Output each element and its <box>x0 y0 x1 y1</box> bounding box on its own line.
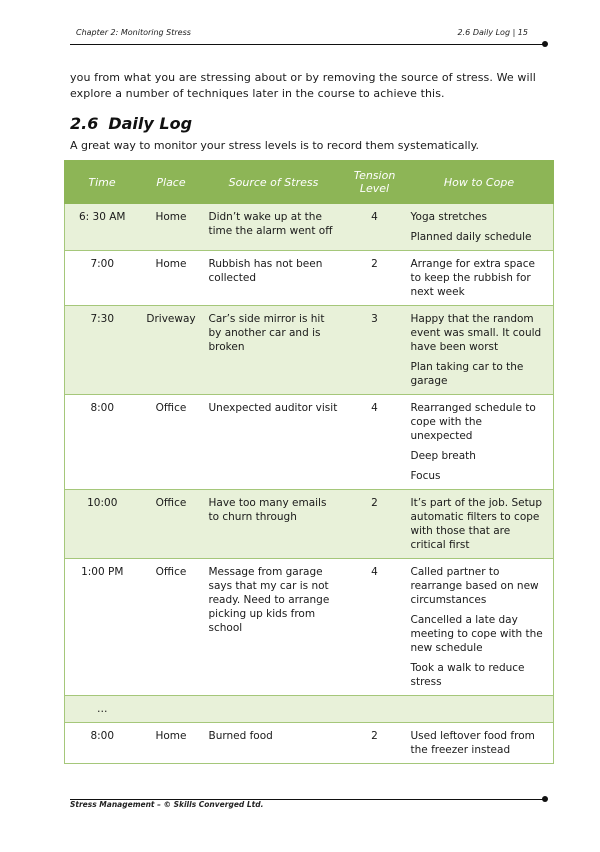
cell-place: Driveway <box>140 306 203 395</box>
cell-time: 6: 30 AM <box>65 204 140 251</box>
table-row <box>65 251 554 306</box>
header-time: Time <box>65 161 140 204</box>
cell-cope <box>405 204 554 251</box>
cell-source <box>203 696 345 723</box>
chapter-title: Chapter 2: Monitoring Stress <box>76 28 191 37</box>
cell-place: Home <box>140 204 203 251</box>
coping-note: Focus <box>410 470 441 482</box>
coping-note: Took a walk to reduce stress <box>410 662 525 688</box>
cell-cope <box>405 559 554 696</box>
cell-cope <box>405 251 554 306</box>
header-source: Source of Stress <box>203 161 345 204</box>
table-row <box>65 395 554 490</box>
table-row <box>65 559 554 696</box>
cell-tension: 2 <box>345 251 405 306</box>
section-page-number: 2.6 Daily Log | 15 <box>457 28 528 37</box>
coping-note: Happy that the random event was small. It could have been worst <box>410 313 542 353</box>
table-row <box>65 306 554 395</box>
table-header-row <box>65 161 554 204</box>
coping-note: Deep breath <box>410 450 476 462</box>
cell-cope <box>405 723 554 764</box>
header-cope: How to Cope <box>405 161 554 204</box>
coping-note: Used leftover food from the freezer instead <box>410 730 535 756</box>
cell-source: Car’s side mirror is hit by another car and is broken <box>203 306 345 395</box>
cell-tension: 4 <box>345 395 405 490</box>
cell-tension <box>345 696 405 723</box>
cell-place: Home <box>140 251 203 306</box>
table-row <box>65 723 554 764</box>
coping-note: Arrange for extra space to keep the rubbish for next week <box>410 258 535 298</box>
daily-log-table <box>64 160 554 764</box>
cell-source: Have too many emails to churn through <box>203 490 345 559</box>
header-rule <box>70 44 544 45</box>
table-body <box>65 204 554 764</box>
cell-place <box>140 696 203 723</box>
page-header <box>70 24 540 42</box>
section-title: Daily Log <box>108 114 193 133</box>
cell-tension: 4 <box>345 559 405 696</box>
header-rule-dot <box>542 41 548 47</box>
cell-place: Office <box>140 559 203 696</box>
footer-rule-dot <box>542 796 548 802</box>
cell-source: Unexpected auditor visit <box>203 395 345 490</box>
cell-time: 10:00 <box>65 490 140 559</box>
table-row <box>65 204 554 251</box>
header-place: Place <box>140 161 203 204</box>
coping-note: Plan taking car to the garage <box>410 361 524 387</box>
lead-paragraph: A great way to monitor your stress levels is to record them systematically. <box>70 139 480 152</box>
coping-note: It’s part of the job. Setup automatic filters to cope with those that are critical first <box>410 497 543 551</box>
cell-source: Message from garage says that my car is not ready. Need to arrange picking up kids from school <box>203 559 345 696</box>
cell-place: Office <box>140 395 203 490</box>
cell-tension: 2 <box>345 490 405 559</box>
cell-cope <box>405 490 554 559</box>
cell-cope <box>405 395 554 490</box>
section-heading <box>70 114 192 133</box>
cell-cope <box>405 306 554 395</box>
cell-time: 7:30 <box>65 306 140 395</box>
cell-tension: 4 <box>345 204 405 251</box>
coping-note: Rearranged schedule to cope with the unexpected <box>410 402 536 442</box>
cell-time: 8:00 <box>65 395 140 490</box>
coping-note: Planned daily schedule <box>410 231 532 243</box>
page-footer: Stress Management – © Skills Converged Ltd. <box>70 800 264 809</box>
coping-note: Called partner to rearrange based on new circumstances <box>410 566 539 606</box>
cell-time: 7:00 <box>65 251 140 306</box>
cell-place: Home <box>140 723 203 764</box>
table-row <box>65 696 554 723</box>
section-number: 2.6 <box>70 114 99 133</box>
cell-source: Rubbish has not been collected <box>203 251 345 306</box>
cell-tension: 2 <box>345 723 405 764</box>
cell-source: Burned food <box>203 723 345 764</box>
cell-place: Office <box>140 490 203 559</box>
table-row <box>65 490 554 559</box>
intro-paragraph: you from what you are stressing about or by removing the source of stress. We will explore a number of techniques later in the course to achieve this. <box>70 71 536 100</box>
cell-cope <box>405 696 554 723</box>
cell-source: Didn’t wake up at the time the alarm went off <box>203 204 345 251</box>
header-tension: Tension Level <box>345 161 405 204</box>
coping-note: Cancelled a late day meeting to cope with the new schedule <box>410 614 543 654</box>
cell-time: 1:00 PM <box>65 559 140 696</box>
cell-time: 8:00 <box>65 723 140 764</box>
cell-time: … <box>65 696 140 723</box>
cell-tension: 3 <box>345 306 405 395</box>
coping-note: Yoga stretches <box>410 211 487 223</box>
